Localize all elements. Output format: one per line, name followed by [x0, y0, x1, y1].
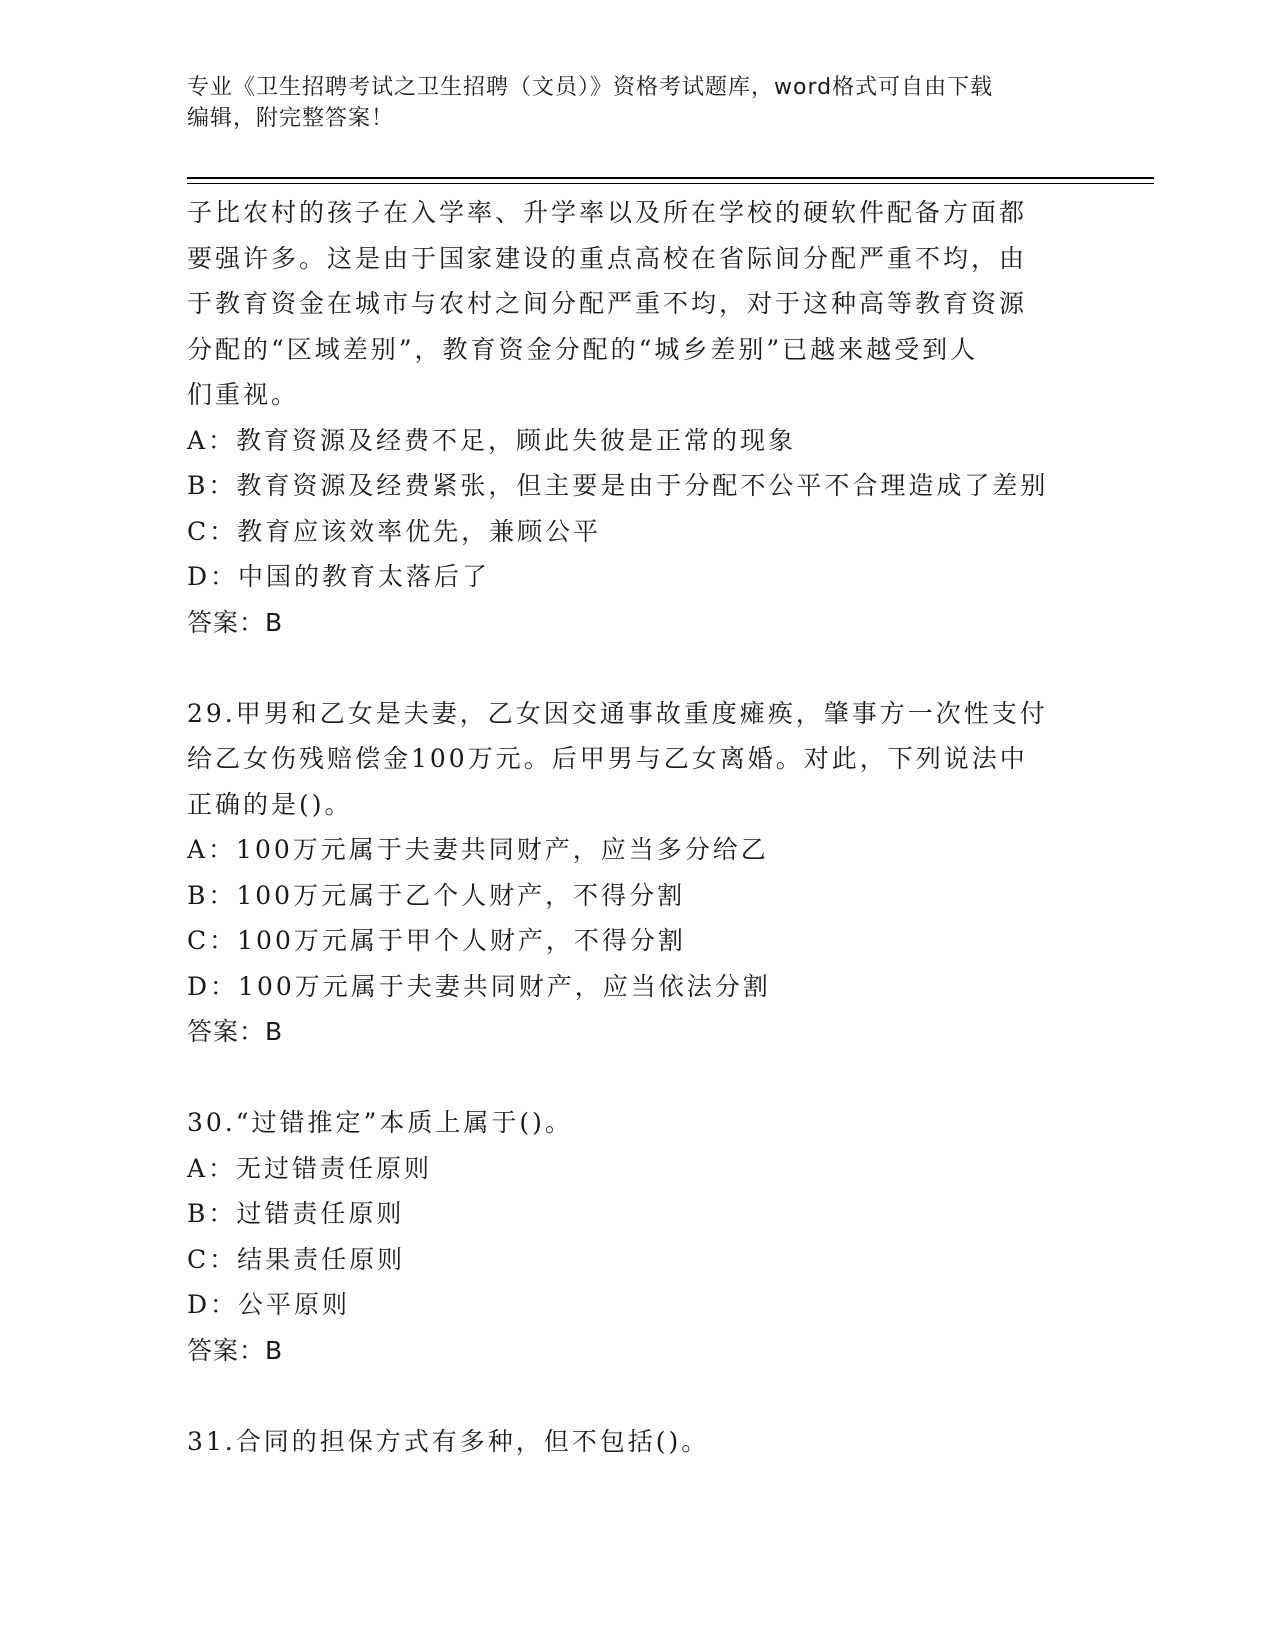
- header-line-2: 编辑，附完整答案！: [187, 106, 395, 131]
- question-29: [187, 691, 1087, 1055]
- question-text-line: 分配的“区域差别”，教育资金分配的“城乡差别”已越来越受到人: [187, 334, 979, 364]
- header-divider-thick: [187, 177, 1154, 179]
- answer-line: 答案：B: [187, 1335, 284, 1365]
- option-c: C：结果责任原则: [187, 1244, 406, 1274]
- option-b: B：教育资源及经费紧张，但主要是由于分配不公平不合理造成了差别: [187, 471, 1049, 500]
- question-text-line: 于教育资金在城市与农村之间分配严重不均，对于这种高等教育资源: [187, 289, 1028, 318]
- option-d: D：公平原则: [187, 1290, 351, 1319]
- document-header: [187, 72, 1087, 134]
- spacer: [187, 1055, 1087, 1101]
- option-c: C：100万元属于甲个人财产，不得分割: [187, 926, 686, 955]
- question-text-line: 30.“过错推定”本质上属于()。: [187, 1108, 573, 1137]
- question-31: [187, 1419, 1087, 1465]
- question-text-line: 正确的是()。: [187, 789, 353, 819]
- option-d: D：100万元属于夫妻共同财产，应当依法分割: [187, 971, 771, 1001]
- question-28-continuation: [187, 190, 1087, 645]
- question-text-line: 29.甲男和乙女是夫妻，乙女因交通事故重度瘫痪，肇事方一次性支付: [187, 698, 1048, 728]
- question-text-line: 们重视。: [187, 380, 300, 409]
- header-divider-thin: [187, 183, 1154, 184]
- option-d: D：中国的教育太落后了: [187, 562, 491, 591]
- spacer: [187, 1373, 1087, 1419]
- option-a: A：无过错责任原则: [187, 1153, 433, 1183]
- option-b: B：100万元属于乙个人财产，不得分割: [187, 880, 686, 910]
- option-a: A：100万元属于夫妻共同财产，应当多分给乙: [187, 835, 769, 864]
- answer-line: 答案：B: [187, 1017, 284, 1046]
- answer-line: 答案：B: [187, 607, 284, 637]
- question-30: [187, 1100, 1087, 1373]
- header-line-1: 专业《卫生招聘考试之卫生招聘（文员）》资格考试题库，word格式可自由下载: [187, 75, 994, 100]
- option-a: A：教育资源及经费不足，顾此失彼是正常的现象: [187, 425, 797, 455]
- question-text-line: 要强许多。这是由于国家建设的重点高校在省际间分配严重不均，由: [187, 243, 1028, 273]
- question-text-line: 子比农村的孩子在入学率、升学率以及所在学校的硬软件配备方面都: [187, 198, 1028, 227]
- spacer: [187, 645, 1087, 691]
- question-text-line: 31.合同的担保方式有多种，但不包括()。: [187, 1426, 710, 1456]
- document-body: [187, 190, 1087, 1464]
- option-c: C：教育应该效率优先，兼顾公平: [187, 516, 602, 546]
- option-b: B：过错责任原则: [187, 1199, 405, 1228]
- question-text-line: 给乙女伤残赔偿金100万元。后甲男与乙女离婚。对此，下列说法中: [187, 744, 1028, 773]
